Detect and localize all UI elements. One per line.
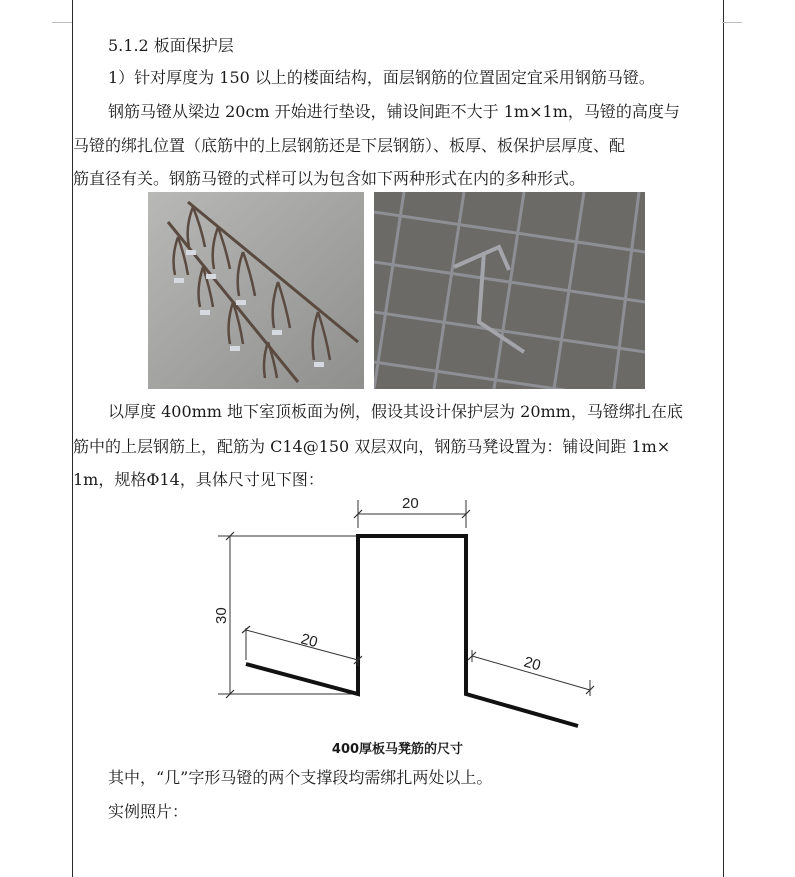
rebar-chair-photo-left <box>148 192 364 389</box>
paragraph-2-line-1: 钢筋马镫从梁边 20cm 开始进行垫设，铺设间距不大于 1m×1m，马镫的高度与 <box>108 102 680 121</box>
margin-corner-mark-left <box>52 22 72 23</box>
margin-corner-mark-right <box>722 22 742 23</box>
section-heading: 5.1.2 板面保护层 <box>108 36 234 55</box>
paragraph-3-line-2: 筋中的上层钢筋上，配筋为 C14@150 双层双向，钢筋马凳设置为：铺设间距 1m× <box>73 437 671 456</box>
paragraph-2-line-2: 马镫的绑扎位置（底筋中的上层钢筋还是下层钢筋）、板厚、板保护层厚度、配 <box>73 136 626 155</box>
dimension-top-label: 20 <box>402 495 419 512</box>
diagram-caption: 400厚板马凳筋的尺寸 <box>331 742 464 757</box>
rebar-mesh-photo-right <box>374 192 645 389</box>
dimension-left-leg-label: 20 <box>298 630 320 652</box>
paragraph-5: 实例照片： <box>108 802 189 821</box>
rebar-chair-dimension-diagram <box>200 490 610 730</box>
paragraph-2-line-3: 筋直径有关。钢筋马镫的式样可以为包含如下两种形式在内的多种形式。 <box>73 169 586 188</box>
dimension-height-label: 30 <box>213 607 230 624</box>
dimension-right-leg-label: 20 <box>521 653 543 675</box>
paragraph-4: 其中，“几”字形马镫的两个支撑段均需绑扎两处以上。 <box>108 768 493 787</box>
paragraph-3-line-3: 1m，规格Φ14，具体尺寸见下图： <box>73 470 324 489</box>
paragraph-3-line-1: 以厚度 400mm 地下室顶板面为例，假设其设计保护层为 20mm，马镫绑扎在底 <box>108 402 683 421</box>
paragraph-1: 1）针对厚度为 150 以上的楼面结构，面层钢筋的位置固定宜采用钢筋马镫。 <box>108 68 655 87</box>
